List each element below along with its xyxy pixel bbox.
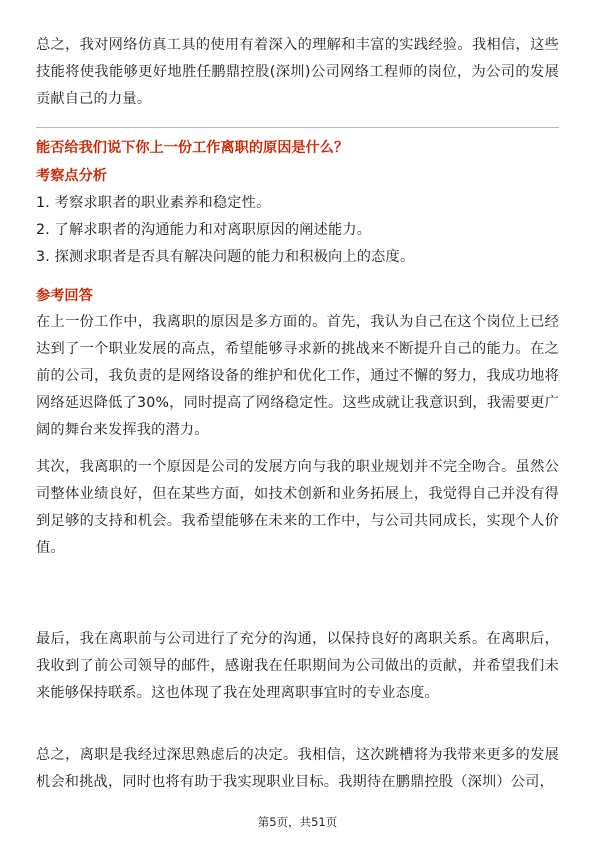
analysis-point-list [36,190,559,271]
page-number-footer: 第5页，共51页 [257,815,338,829]
analysis-heading: 考察点分析 [36,168,107,184]
answer-paragraph: 在上一份工作中，我离职的原因是多方面的。首先，我认为自己在这个岗位上已经达到了一个职业发展的高点，希望能够寻求新的挑战来不断提升自己的能力。在之前的公司，我负责的是网络设备的维护和优化工作，通过不懈的努力，我成功地将网络延迟降低了30%，同时提高了网络稳定性。这些成就让我意识到，我需要更广阔的舞台来发挥我的潜力。 [36,314,559,438]
analysis-point: 3. 探测求职者是否具有解决问题的能力和积极向上的态度。 [36,249,415,265]
answer-paragraph: 最后，我在离职前与公司进行了充分的沟通，以保持良好的离职关系。在离职后，我收到了前公司领导的邮件，感谢我在任职期间为公司做出的贡献，并希望我们未来能够保持联系。这也体现了我在处理离职事宜时的专业态度。 [36,631,559,701]
answer-paragraph: 总之，离职是我经过深思熟虑后的决定。我相信，这次跳槽将为我带来更多的发展机会和挑战，同时也将有助于我实现职业目标。我期待在鹏鼎控股（深圳）公司， [36,747,559,790]
analysis-point: 2. 了解求职者的沟通能力和对离职原因的阐述能力。 [36,222,372,238]
analysis-point: 1. 考察求职者的职业素养和稳定性。 [36,195,271,211]
answer-heading: 参考回答 [36,288,93,304]
interview-question: 能否给我们说下你上一份工作离职的原因是什么？ [36,140,349,156]
answer-paragraph: 其次，我离职的一个原因是公司的发展方向与我的职业规划并不完全吻合。虽然公司整体业绩良好，但在某些方面，如技术创新和业务拓展上，我觉得自己并没有得到足够的支持和机会。我希望能够在未来的工作中，与公司共同成长，实现个人价值。 [36,459,559,556]
intro-paragraph: 总之，我对网络仿真工具的使用有着深入的理解和丰富的实践经验。我相信，这些技能将使我能够更好地胜任鹏鼎控股(深圳)公司网络工程师的岗位，为公司的发展贡献自己的力量。 [36,37,559,107]
section-divider [36,127,559,128]
